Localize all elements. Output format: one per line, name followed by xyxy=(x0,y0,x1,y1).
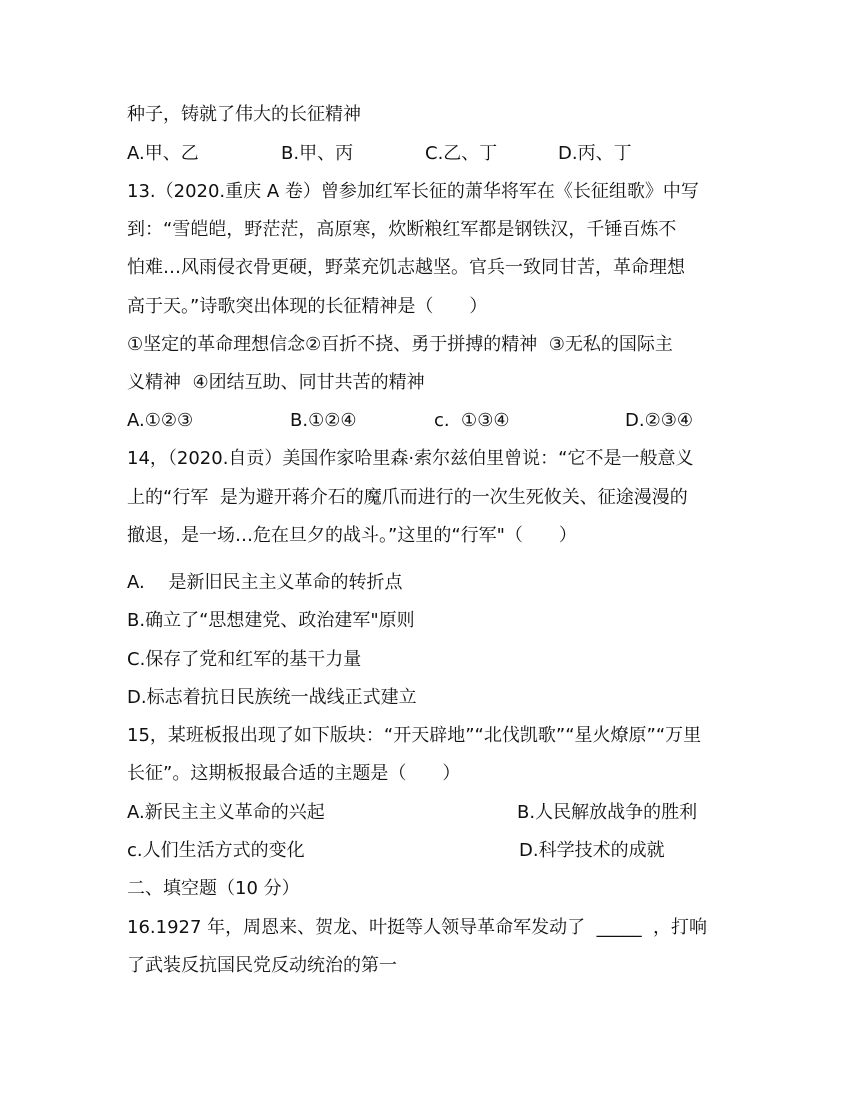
q13-line-2: 到：“雪皑皑，野茫茫，高原寒，炊断粮红军都是钢铁汉，千锤百炼不 xyxy=(127,219,677,240)
q13-option-d: D.②③④ xyxy=(625,410,693,431)
q15-line-1: 15，某班板报出现了如下版块：“开天辟地”“北伐凯歌”“星火燎原”“万里 xyxy=(127,725,702,746)
q15-option-a: A.新民主主义革命的兴起 xyxy=(127,802,325,823)
q14-option-a: A. 是新旧民主主义革命的转折点 xyxy=(127,572,403,593)
q15-line-2: 长征”。这期板报最合适的主题是（ ） xyxy=(127,763,461,784)
q14-option-b: B.确立了“思想建党、政治建军"原则 xyxy=(127,610,415,631)
q14-line-2: 上的“行军 是为避开蒋介石的魔爪而进行的一次生死攸关、征途漫漫的 xyxy=(127,487,688,508)
q13-line-1: 13.（2020.重庆 A 卷）曾参加红军长征的萧华将军在《长征组歌》中写 xyxy=(127,181,699,202)
q14-line-3: 撤退，是一场…危在旦夕的战斗。”这里的“行军"（ ） xyxy=(127,525,577,546)
q12-continuation: 种子，铸就了伟大的长征精神 xyxy=(127,104,361,125)
q15-option-c: c.人们生活方式的变化 xyxy=(127,840,305,861)
q15-option-b: B.人民解放战争的胜利 xyxy=(517,802,698,823)
q13-option-b: B.①②④ xyxy=(290,410,357,431)
q15-option-d: D.科学技术的成就 xyxy=(519,840,665,861)
q14-option-c: C.保存了党和红军的基干力量 xyxy=(127,649,362,670)
q13-line-5: ①坚定的革命理想信念②百折不挠、勇于拼搏的精神 ③无私的国际主 xyxy=(127,334,673,355)
q12-option-b: B.甲、丙 xyxy=(281,143,354,164)
q13-line-3: 怕难…风雨侵衣骨更硬，野菜充饥志越坚。官兵一致同甘苦，革命理想 xyxy=(127,257,685,278)
q12-option-d: D.丙、丁 xyxy=(558,143,632,164)
q12-option-c: C.乙、丁 xyxy=(425,143,498,164)
q16-line-1: 16.1927 年，周恩来、贺龙、叶挺等人领导革命军发动了 _____ ，打响 xyxy=(127,917,708,938)
q13-line-6: 义精神 ④团结互助、同甘共苦的精神 xyxy=(127,372,425,393)
q16-line-2: 了武装反抗国民党反动统治的第一 xyxy=(127,955,397,976)
section-heading-fill-in: 二、填空题（10 分） xyxy=(127,878,300,899)
q13-option-a: A.①②③ xyxy=(127,410,194,431)
q14-line-1: 14，（2020.自贡）美国作家哈里森·索尔兹伯里曾说：“它不是一般意义 xyxy=(127,448,694,469)
q13-option-c: c. ①③④ xyxy=(434,410,510,431)
q14-option-d: D.标志着抗日民族统一战线正式建立 xyxy=(127,687,417,708)
q13-line-4: 高于天。”诗歌突出体现的长征精神是（ ） xyxy=(127,296,488,317)
q12-option-a: A.甲、乙 xyxy=(127,143,199,164)
